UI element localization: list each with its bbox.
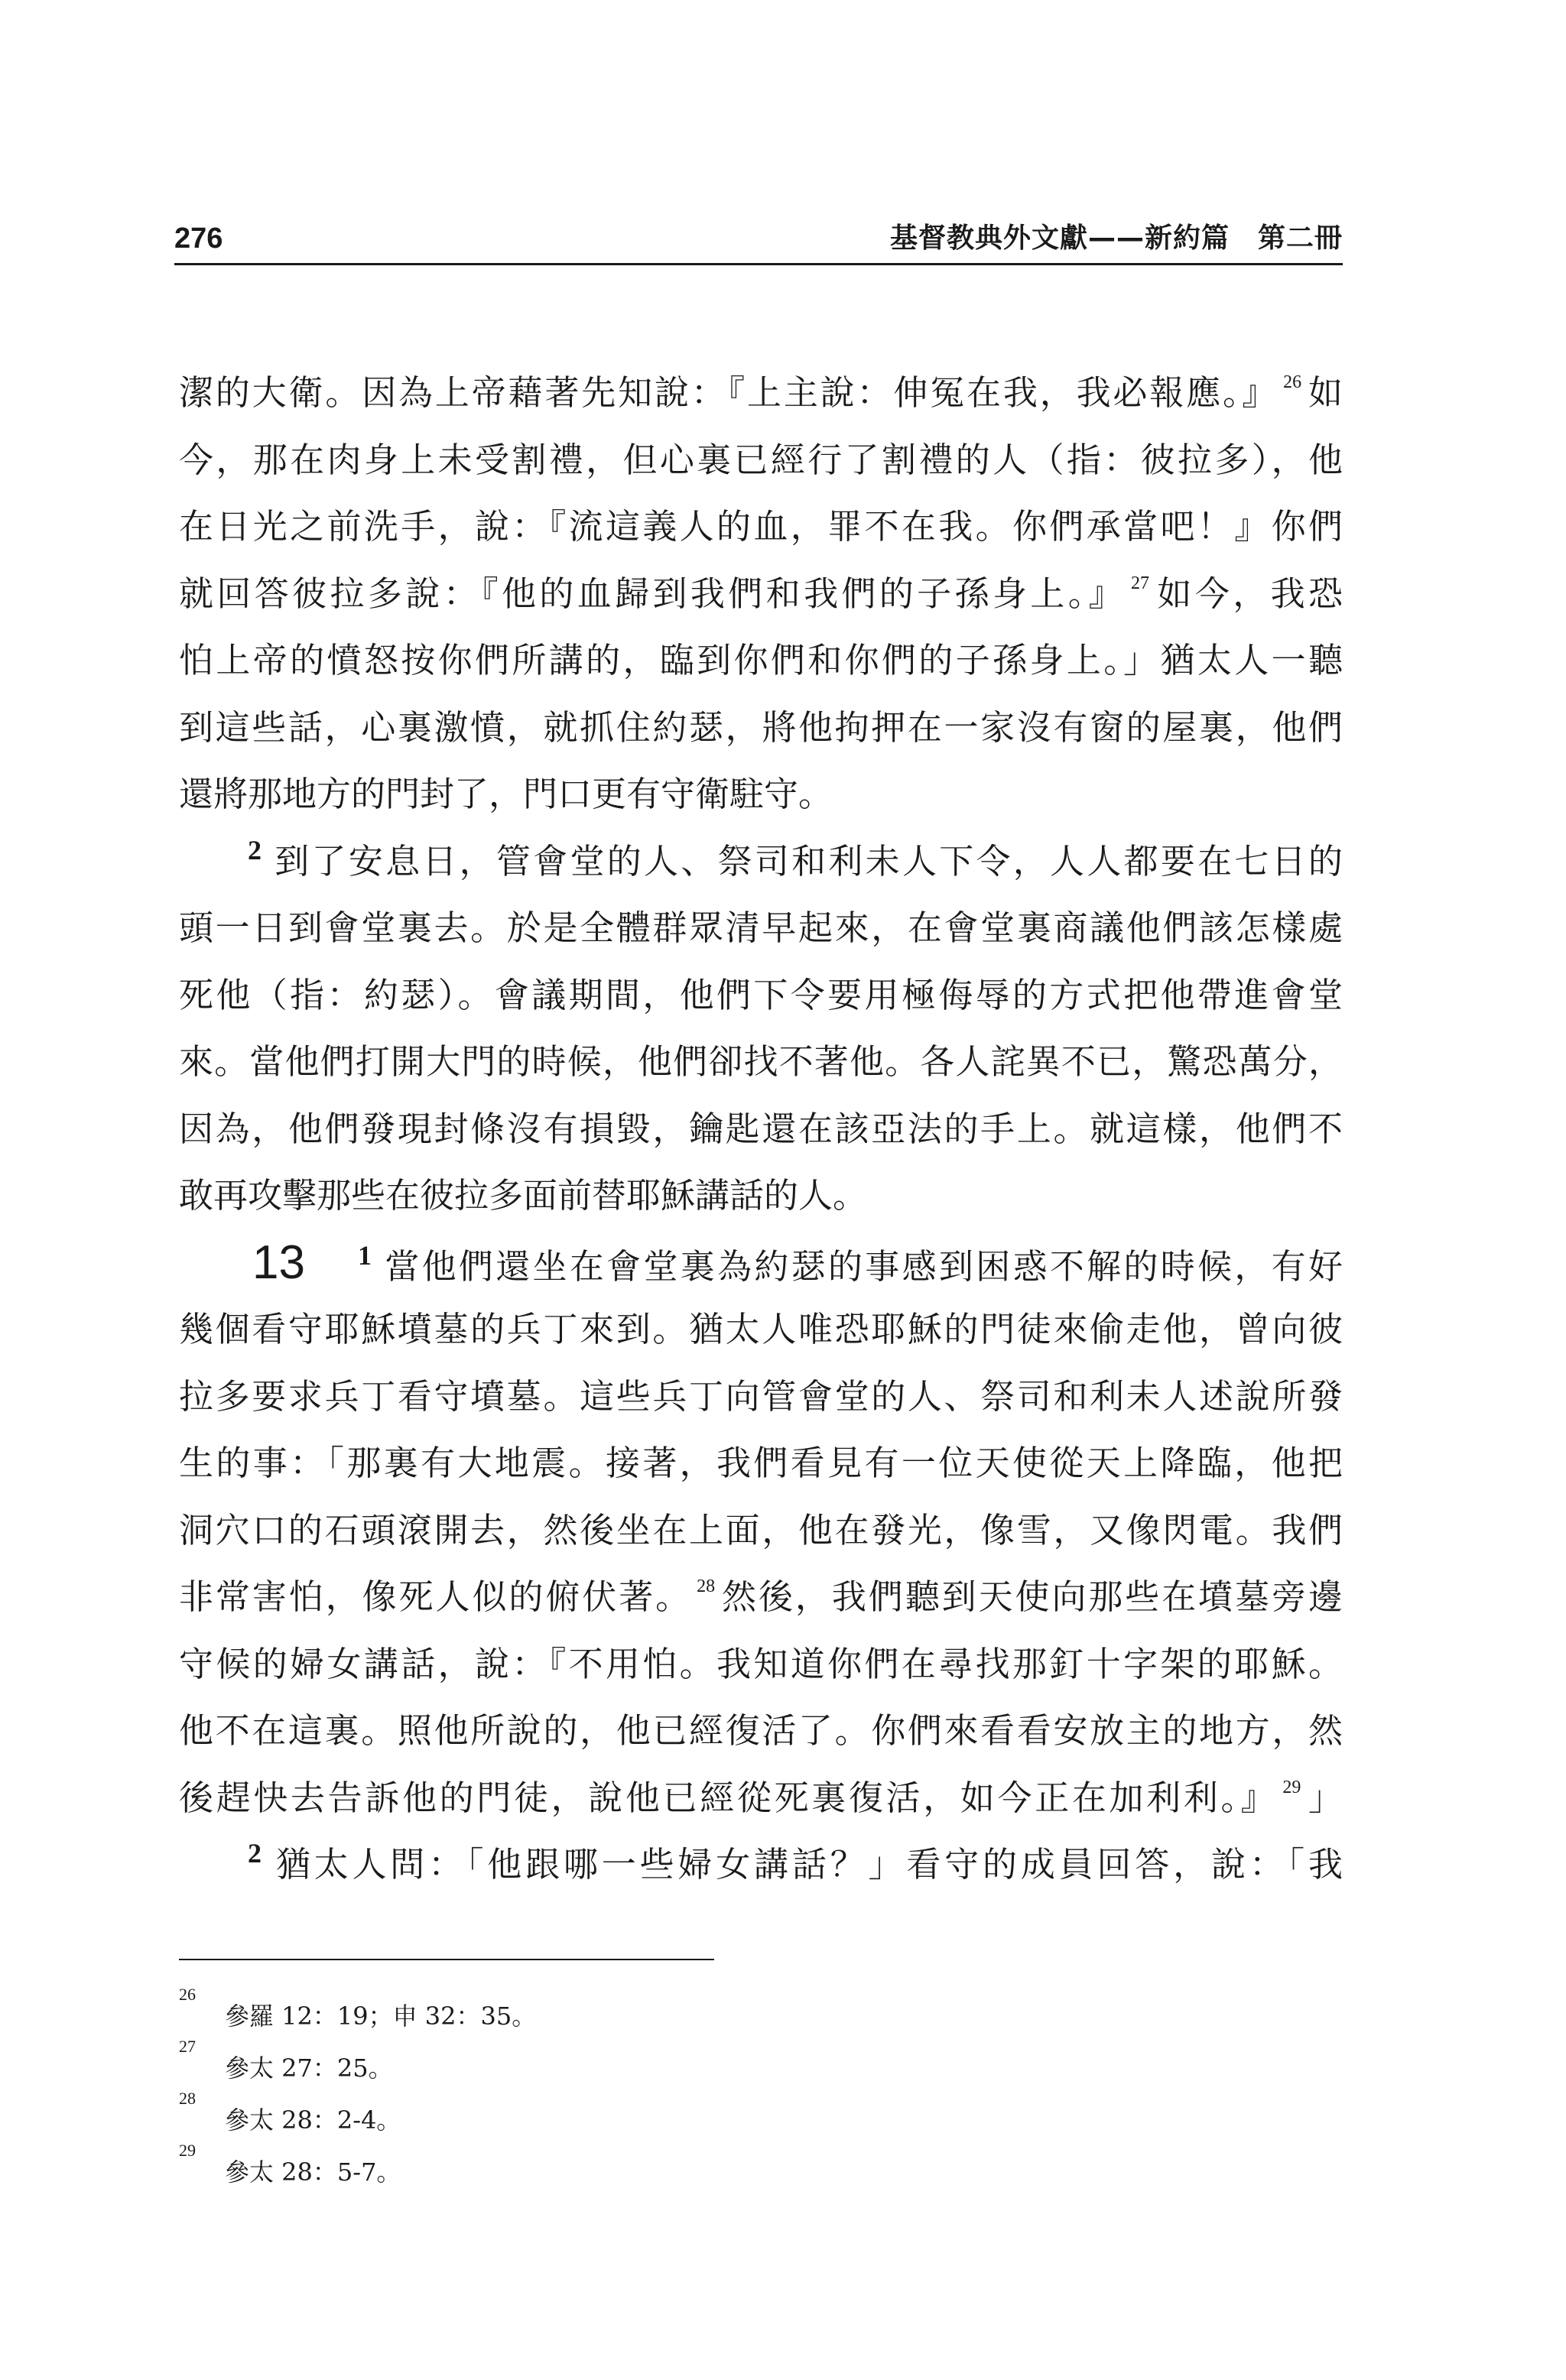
footnote-text: 參太 28：5-7。 xyxy=(225,2158,401,2187)
text-line: 洞穴口的石頭滾開去，然後坐在上面，他在發光，像雪，又像閃電。我們 xyxy=(179,1509,1343,1550)
page-number: 276 xyxy=(174,222,223,255)
footnote-ref: 28 xyxy=(697,1576,716,1596)
footnote-ref: 27 xyxy=(1131,573,1150,593)
text-line: $^2$ 到了安息日，管會堂的人、祭司和利未人下令，人人都要在七日的 xyxy=(248,834,1343,882)
chapter-number: 13 xyxy=(252,1235,305,1289)
text-line: 生的事：「那裏有大地震。接著，我們看見有一位天使從天上降臨，他把 xyxy=(179,1443,1343,1483)
text-line: 在日光之前洗手，說：『流這義人的血，罪不在我。你們承當吧！』你們 xyxy=(179,506,1343,547)
footnote xyxy=(179,1985,944,2040)
text-line: 到這些話，心裏激憤，就抓住約瑟，將他拘押在一家沒有窗的屋裏，他們 xyxy=(179,706,1343,748)
text-line: 幾個看守耶穌墳墓的兵丁來到。猶太人唯恐耶穌的門徒來偷走他，曾向彼 xyxy=(179,1309,1343,1349)
text-line: 因為，他們發現封條沒有損毀，鑰匙還在該亞法的手上。就這樣，他們不 xyxy=(179,1108,1343,1149)
header-rule xyxy=(174,263,1343,265)
footnote xyxy=(179,2037,944,2092)
text-line: 還將那地方的門封了，門口更有守衛駐守。 xyxy=(179,774,833,814)
text-line: 怕上帝的憤怒按你們所講的，臨到你們和你們的子孫身上。」猶太人一聽 xyxy=(179,640,1343,680)
footnote-mark: 29 xyxy=(179,2141,196,2160)
text-line: 後趕快去告訴他的門徒，說他已經從死裏復活，如今正在加利利。』 $^{29}$ 」 xyxy=(179,1777,1343,1818)
running-head: 基督教典外文獻——新約篇 第二冊 xyxy=(889,222,1343,254)
footnote-text: 參太 27：25。 xyxy=(225,2054,393,2083)
footnote-mark: 26 xyxy=(179,1985,196,2004)
footnote xyxy=(179,2141,944,2196)
text-line: 潔的大衛。因為上帝藉著先知說：『上主說：伸冤在我，我必報應。』 $^{26}$ 如 xyxy=(179,372,1343,413)
verse-number: 1 xyxy=(358,1239,372,1271)
footnote xyxy=(179,2089,944,2144)
text-line: 他不在這裏。照他所說的，他已經復活了。你們來看看安放主的地方，然 xyxy=(179,1710,1343,1751)
text-line: 就回答彼拉多說：『他的血歸到我們和我們的子孫身上。』 $^{27}$ 如今，我恐 xyxy=(179,573,1343,614)
footnote-rule xyxy=(179,1959,714,1960)
text-line: 守候的婦女講話，說：『不用怕。我知道你們在尋找那釘十字架的耶穌。 xyxy=(179,1643,1343,1684)
text-line: $^2$ 猶太人問：「他跟哪一些婦女講話？」看守的成員回答，說：「我 xyxy=(248,1838,1343,1885)
footnotes xyxy=(179,1985,944,2196)
text-line: 頭一日到會堂裏去。於是全體群眾清早起來，在會堂裏商議他們該怎樣處 xyxy=(179,908,1343,948)
text-line: 拉多要求兵丁看守墳墓。這些兵丁向管會堂的人、祭司和利未人述說所發 xyxy=(179,1375,1343,1417)
page-header xyxy=(174,217,1343,260)
text-line: 非常害怕，像死人似的俯伏著。 $^{28}$ 然後，我們聽到天使向那些在墳墓旁邊 xyxy=(179,1576,1343,1617)
verse-number: 2 xyxy=(248,1838,262,1869)
footnote-text: 參太 28：2-4。 xyxy=(225,2106,401,2135)
footnote-ref: 26 xyxy=(1283,372,1302,392)
text-line: 來。當他們打開大門的時候，他們卻找不著他。各人詫異不已，驚恐萬分， xyxy=(179,1041,1343,1082)
footnote-mark: 28 xyxy=(179,2089,196,2108)
footnote-ref: 29 xyxy=(1282,1777,1301,1797)
text-line: 今，那在肉身上未受割禮，但心裏已經行了割禮的人（指：彼拉多），他 xyxy=(179,439,1343,480)
text-line: 死他（指：約瑟）。會議期間，他們下令要用極侮辱的方式把他帶進會堂 xyxy=(179,974,1343,1015)
footnote-text: 參羅 12：19；申 32：35。 xyxy=(225,2002,537,2031)
body-text xyxy=(179,359,1343,1898)
text-line: 13 $^1$ 當他們還坐在會堂裏為約瑟的事感到困惑不解的時候，有好 xyxy=(179,1229,1343,1297)
text-line: 敢再攻擊那些在彼拉多面前替耶穌講話的人。 xyxy=(179,1175,868,1216)
verse-number: 2 xyxy=(248,834,262,865)
footnote-mark: 27 xyxy=(179,2037,196,2056)
